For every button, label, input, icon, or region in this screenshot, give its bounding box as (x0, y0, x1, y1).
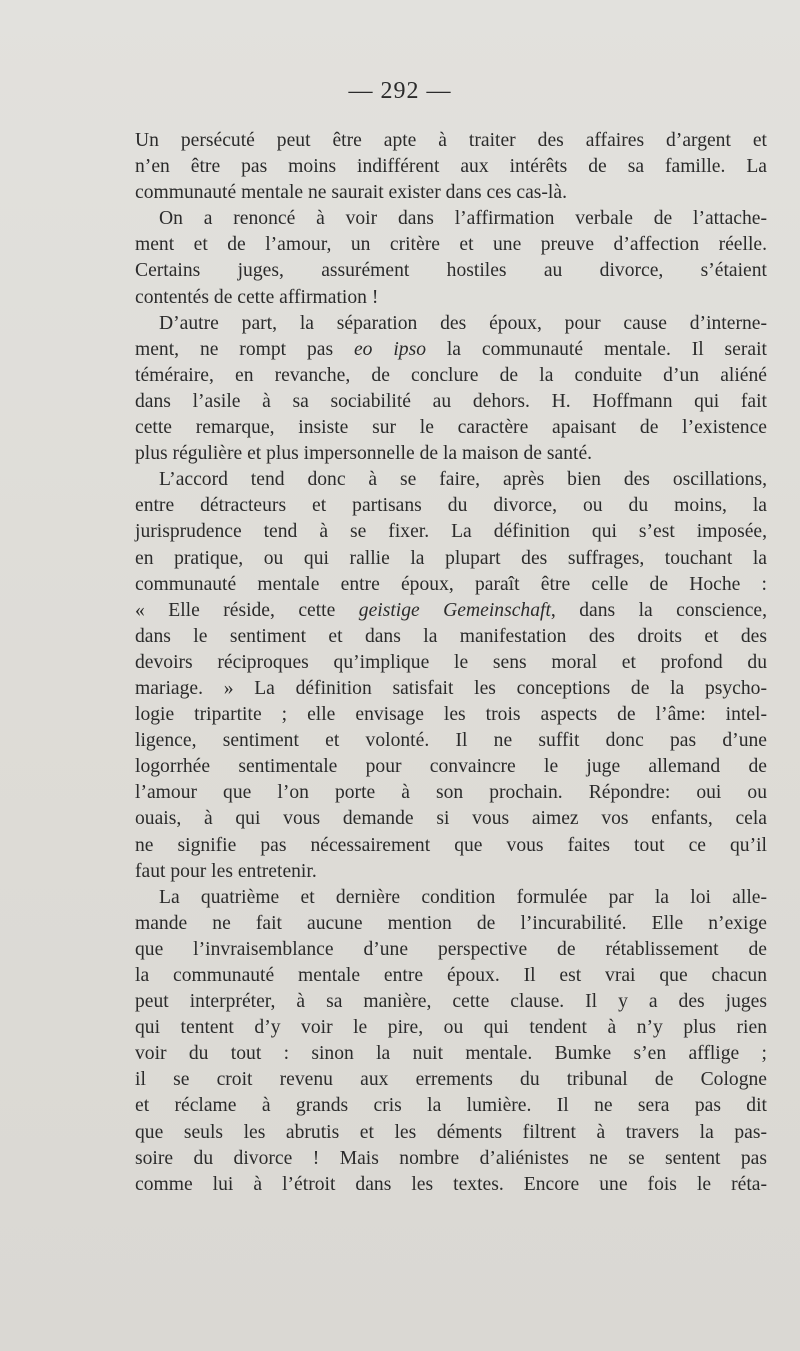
text-line: La quatrième et dernière condition formulée par la loi alle- (159, 886, 767, 908)
text-line: logorrhée sentimentale pour convaincre le juge allemand de (135, 756, 767, 778)
text-line: plus régulière et plus impersonnelle de la maison de santé. (135, 443, 593, 465)
text-line: faut pour les entretenir. (135, 860, 317, 882)
text-line: « Elle réside, cette geistige Gemeinschaft, dans la conscience, (135, 599, 767, 621)
text-line: que l’invraisemblance d’une perspective de rétablissement de (135, 938, 767, 960)
text-line: dans l’asile à sa sociabilité au dehors. H. Hoffmann qui fait (135, 390, 767, 412)
text-line: ouais, à qui vous demande si vous aimez vos enfants, cela (135, 808, 767, 830)
text-line: contentés de cette affirmation ! (135, 286, 379, 308)
text-line: il se croit revenu aux errements du tribunal de Cologne (135, 1069, 767, 1091)
paragraph (135, 206, 767, 310)
text-line: D’autre part, la séparation des époux, pour cause d’interne- (159, 312, 767, 334)
body-text (135, 128, 767, 1198)
text-line: que seuls les abrutis et les déments filtrent à travers la pas- (135, 1121, 767, 1143)
text-line: qui tentent d’y voir le pire, ou qui tendent à n’y plus rien (135, 1017, 767, 1039)
text-line: Certains juges, assurément hostiles au divorce, s’étaient (135, 260, 767, 282)
italic-term: eo ipso (353, 338, 426, 360)
page-number: — 292 — (348, 78, 452, 104)
text-line: et réclame à grands cris la lumière. Il ne sera pas dit (135, 1095, 767, 1117)
text-line: téméraire, en revanche, de conclure de la conduite d’un aliéné (135, 364, 767, 386)
text-line: ment, ne rompt pas eo ipso la communauté mentale. Il serait (135, 338, 767, 360)
italic-term: geistige Gemeinschaft (358, 599, 551, 621)
paragraph (135, 467, 767, 885)
text-line: mande ne fait aucune mention de l’incurabilité. Elle n’exige (135, 912, 767, 934)
text-line: ne signifie pas nécessairement que vous faites tout ce qu’il (135, 834, 767, 856)
text-line: entre détracteurs et partisans du divorce, ou du moins, la (135, 495, 767, 517)
text-line: communauté mentale entre époux, paraît être celle de Hoche : (135, 573, 767, 595)
text-line: dans le sentiment et dans la manifestation des droits et des (135, 625, 767, 647)
text-line: L’accord tend donc à se faire, après bien des oscillations, (159, 469, 767, 491)
text-line: jurisprudence tend à se fixer. La définition qui s’est imposée, (135, 521, 767, 543)
text-line: en pratique, ou qui rallie la plupart des suffrages, touchant la (135, 547, 767, 569)
text-line: la communauté mentale entre époux. Il est vrai que chacun (135, 965, 767, 986)
text-line: soire du divorce ! Mais nombre d’aliénistes ne se sentent pas (135, 1147, 767, 1169)
paragraph (135, 311, 767, 468)
text-line: mariage. » La définition satisfait les conceptions de la psycho- (135, 677, 767, 699)
paragraph (135, 885, 767, 1198)
paragraph (135, 128, 767, 206)
text-line: ment et de l’amour, un critère et une preuve d’affection réelle. (135, 234, 767, 256)
text-line: devoirs réciproques qu’implique le sens moral et profond du (135, 651, 767, 673)
text-line: ligence, sentiment et volonté. Il ne suffit donc pas d’une (135, 730, 767, 752)
text-line: voir du tout : sinon la nuit mentale. Bumke s’en afflige ; (135, 1043, 767, 1065)
text-line: peut interpréter, à sa manière, cette clause. Il y a des juges (135, 991, 767, 1013)
text-line: comme lui à l’étroit dans les textes. Encore une fois le réta- (135, 1173, 767, 1195)
text-line: cette remarque, insiste sur le caractère apaisant de l’existence (135, 417, 767, 439)
text-line: n’en être pas moins indifférent aux intérêts de sa famille. La (135, 156, 767, 178)
text-line: logie tripartite ; elle envisage les trois aspects de l’âme: intel- (135, 704, 767, 726)
text-line: l’amour que l’on porte à son prochain. Répondre: oui ou (135, 782, 767, 804)
text-line: On a renoncé à voir dans l’affirmation verbale de l’attache- (159, 208, 767, 230)
text-line: communauté mentale ne saurait exister dans ces cas-là. (135, 182, 567, 204)
text-line: Un persécuté peut être apte à traiter des affaires d’argent et (135, 130, 767, 151)
